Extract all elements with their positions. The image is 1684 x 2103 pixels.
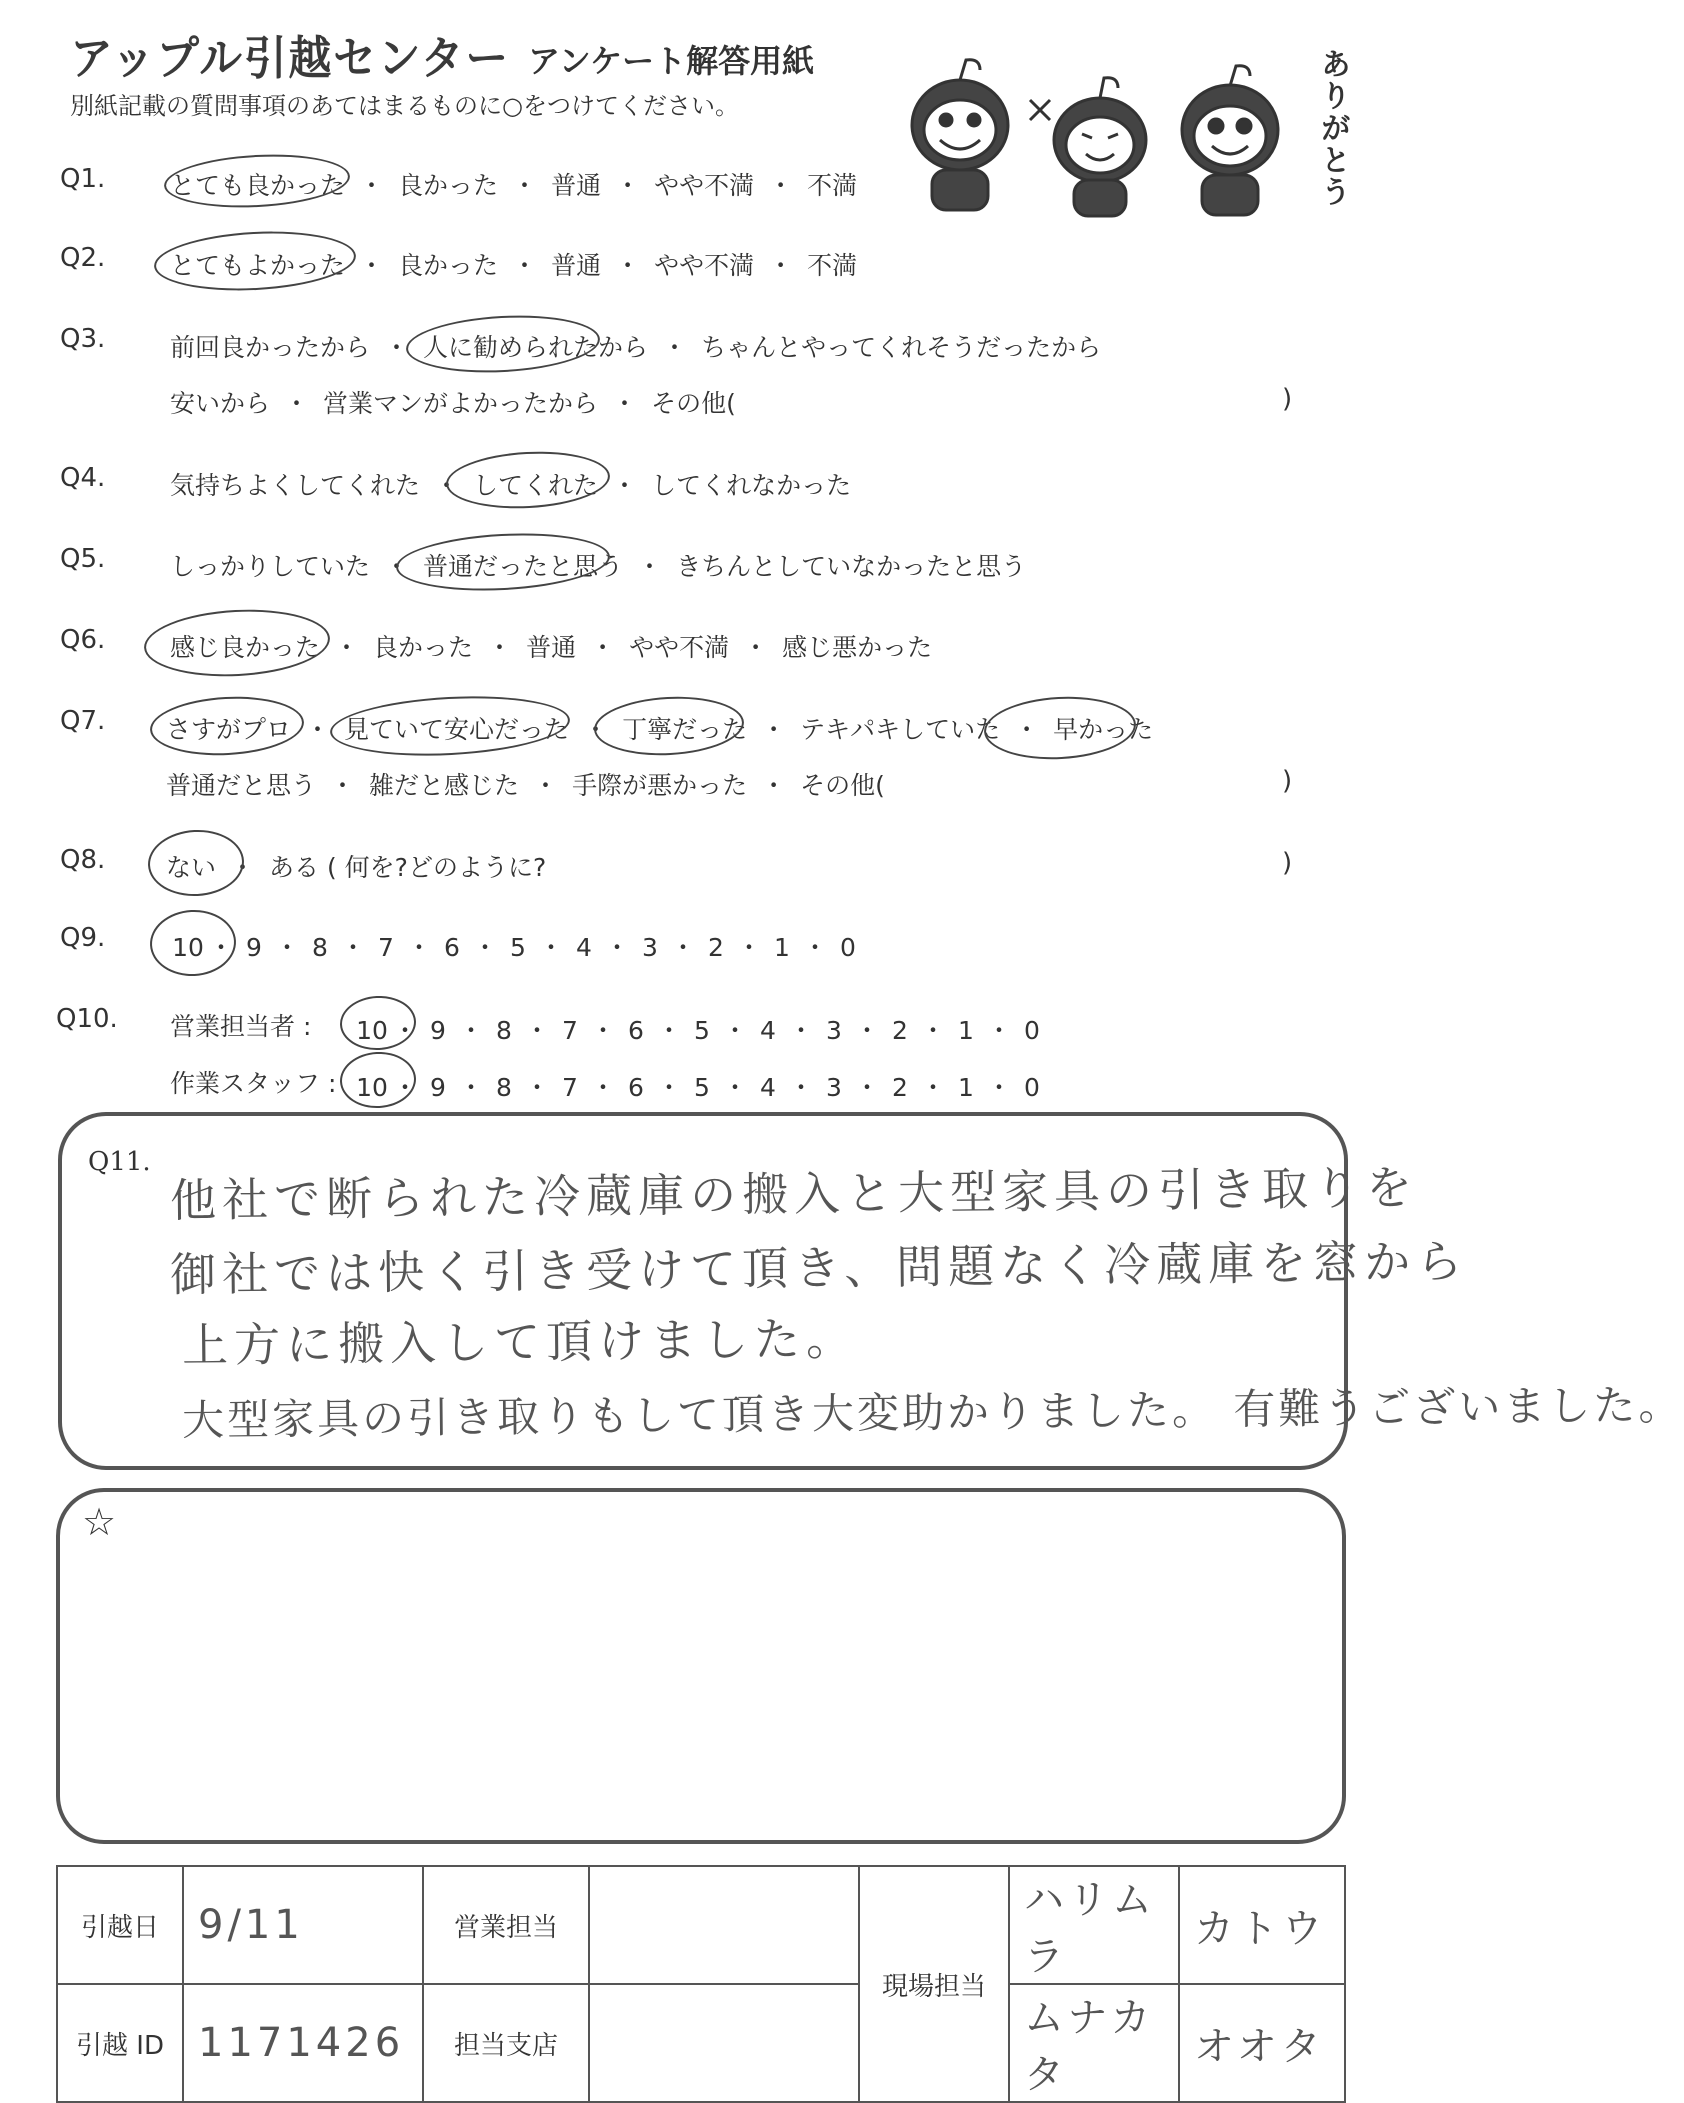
q3-label: Q3.: [60, 324, 106, 354]
q1-options: とても良かった ・ 良かった ・ 普通 ・ やや不満 ・ 不満: [170, 166, 857, 202]
q5-option[interactable]: 普通だったと思う: [423, 552, 624, 581]
q10-staff-score[interactable]: 0: [1024, 1073, 1040, 1102]
brand-name: アップル引越センター: [70, 31, 510, 85]
q10-sales-label: 営業担当者 :: [170, 1012, 312, 1041]
site-staff-name[interactable]: ハリムラ: [1009, 1866, 1179, 1984]
q10-label: Q10.: [56, 1004, 118, 1034]
q8-option[interactable]: ある ( 何を?どのように?: [269, 853, 547, 882]
q8-label: Q8.: [60, 845, 106, 875]
q9-score[interactable]: 3: [642, 933, 658, 962]
q2-option[interactable]: やや不満: [654, 251, 755, 280]
q3-selection-circle: [405, 311, 602, 377]
q8-close-paren: ): [1282, 848, 1293, 878]
q6-selection-circle: [142, 605, 331, 681]
q9-score[interactable]: 1: [774, 933, 790, 962]
form-title: アンケート解答用紙: [528, 42, 815, 80]
q1-option[interactable]: やや不満: [654, 171, 755, 200]
move-date-label: 引越日: [57, 1866, 183, 1984]
q8-selection-circle: [146, 828, 245, 899]
q3-option[interactable]: 営業マンがよかったから: [323, 389, 599, 418]
q9-score[interactable]: 6: [444, 933, 460, 962]
q1-option[interactable]: 良かった: [398, 171, 499, 200]
q8-option[interactable]: ない: [166, 853, 217, 882]
q10-staff-score[interactable]: 7: [562, 1073, 578, 1102]
q7-selection-circle: [149, 693, 306, 759]
q1-selection-circle: [163, 150, 351, 212]
q7-option[interactable]: 丁寧だった: [622, 715, 748, 744]
q1-option[interactable]: 不満: [807, 171, 858, 200]
q3-option[interactable]: 安いから: [170, 389, 271, 418]
q6-option[interactable]: 感じ悪かった: [782, 633, 933, 662]
q3-options-line1: 前回良かったから ・ 人に勧められたから ・ ちゃんとやってくれそうだったから: [170, 328, 1101, 364]
q9-score[interactable]: 0: [840, 933, 856, 962]
branch-value[interactable]: [589, 1984, 859, 2102]
q7-option[interactable]: 普通だと思う: [166, 771, 317, 800]
q10-sales-score[interactable]: 2: [892, 1016, 908, 1045]
q10-staff-score[interactable]: 5: [694, 1073, 710, 1102]
q5-label: Q5.: [60, 544, 106, 574]
q1-option[interactable]: 普通: [551, 171, 602, 200]
q2-label: Q2.: [60, 243, 106, 273]
q10-staff-scale: 10 ・ 9 ・ 8 ・ 7 ・ 6 ・ 5 ・ 4 ・ 3 ・ 2 ・ 1 ・ 0: [354, 1068, 1050, 1104]
move-id-label: 引越 ID: [57, 1984, 183, 2102]
q10-sales-score[interactable]: 6: [628, 1016, 644, 1045]
q7-selection-circle: [329, 691, 572, 761]
q9-score[interactable]: 4: [576, 933, 592, 962]
q7-option[interactable]: 早かった: [1053, 715, 1154, 744]
site-staff-name[interactable]: カトウ: [1179, 1866, 1345, 1984]
free-comment-box[interactable]: [56, 1488, 1346, 1844]
q3-option[interactable]: その他(: [651, 389, 736, 418]
q7-option[interactable]: 見ていて安心だった: [344, 715, 570, 744]
q7-selection-circle: [593, 693, 746, 759]
q10-sales-score[interactable]: 1: [958, 1016, 974, 1045]
q3-option[interactable]: ちゃんとやってくれそうだったから: [701, 333, 1102, 362]
q10-staff-score[interactable]: 8: [496, 1073, 512, 1102]
q7-option[interactable]: 雑だと感じた: [369, 771, 520, 800]
q3-options-line2: 安いから ・ 営業マンがよかったから ・ その他(: [170, 384, 736, 420]
q10-staff-score[interactable]: 4: [760, 1073, 776, 1102]
mascot-3: [1182, 66, 1278, 215]
q11-handwritten-line: 大型家具の引き取りもして頂き大変助かりました。 有難うございました。: [181, 1380, 1684, 1445]
q4-selection-circle: [445, 448, 612, 513]
q5-option[interactable]: きちんとしていなかったと思う: [676, 552, 1027, 581]
q7-option[interactable]: テキパキしていた: [800, 715, 1001, 744]
q2-option[interactable]: 不満: [807, 251, 858, 280]
q5-option[interactable]: しっかりしていた: [170, 552, 371, 581]
q10-staff-score[interactable]: 1: [958, 1073, 974, 1102]
q10-sales-score[interactable]: 10: [356, 1016, 388, 1045]
q4-option[interactable]: してくれた: [473, 471, 599, 500]
q9-selection-circle: [148, 908, 237, 978]
q7-label: Q7.: [60, 706, 106, 736]
q10-sales-score[interactable]: 5: [694, 1016, 710, 1045]
branch-label: 担当支店: [423, 1984, 589, 2102]
q2-selection-circle: [153, 227, 358, 295]
q6-label: Q6.: [60, 625, 106, 655]
q2-option[interactable]: とてもよかった: [170, 251, 346, 280]
q4-label: Q4.: [60, 463, 106, 493]
q7-option[interactable]: 手際が悪かった: [572, 771, 748, 800]
q3-option[interactable]: 前回良かったから: [170, 333, 371, 362]
q6-option[interactable]: 良かった: [373, 633, 474, 662]
q9-scale: 10 ・ 9 ・ 8 ・ 7 ・ 6 ・ 5 ・ 4 ・ 3 ・ 2 ・ 1 ・ 0: [170, 928, 866, 964]
q9-score[interactable]: 2: [708, 933, 724, 962]
q4-option[interactable]: 気持ちよくしてくれた: [170, 471, 421, 500]
q10-sales-score[interactable]: 8: [496, 1016, 512, 1045]
q10-sales-score[interactable]: 9: [430, 1016, 446, 1045]
q11-handwritten-line: 他社で断られた冷蔵庫の搬入と大型家具の引き取りを: [169, 1160, 1419, 1228]
q2-options: とてもよかった ・ 良かった ・ 普通 ・ やや不満 ・ 不満: [170, 246, 857, 282]
q6-option[interactable]: 普通: [526, 633, 577, 662]
q7-options-line1: さすがプロ ・ 見ていて安心だった ・ 丁寧だった ・ テキパキしていた ・ 早かった: [166, 710, 1153, 746]
mascot-1: [912, 60, 1008, 210]
q5-options: しっかりしていた ・ 普通だったと思う ・ きちんとしていなかったと思う: [170, 547, 1026, 583]
q9-score[interactable]: 8: [312, 933, 328, 962]
star-icon: ☆: [82, 1500, 117, 1544]
move-date-value[interactable]: 9/11: [183, 1866, 423, 1984]
q3-option[interactable]: 人に勧められたから: [423, 333, 649, 362]
q1-option[interactable]: とても良かった: [170, 171, 346, 200]
q10-staff-score[interactable]: 10: [356, 1073, 388, 1102]
q6-options: 感じ良かった ・ 良かった ・ 普通 ・ やや不満 ・ 感じ悪かった: [170, 628, 932, 664]
q9-score[interactable]: 7: [378, 933, 394, 962]
q11-handwritten-line: 上方に搬入して頂けました。: [181, 1311, 859, 1373]
q7-option[interactable]: さすがプロ: [166, 715, 292, 744]
q7-selection-circle: [982, 693, 1137, 763]
q1-label: Q1.: [60, 164, 106, 194]
q2-option[interactable]: 普通: [551, 251, 602, 280]
q11-label: Q11.: [88, 1147, 151, 1177]
move-id-value[interactable]: 1171426: [183, 1984, 423, 2102]
q9-score[interactable]: 10: [172, 933, 204, 962]
q9-label: Q9.: [60, 923, 106, 953]
q7-option[interactable]: その他(: [800, 771, 885, 800]
q11-handwritten-line: 御社では快く引き受けて頂き、問題なく冷蔵庫を窓から: [169, 1234, 1469, 1302]
q10-staff-score[interactable]: 2: [892, 1073, 908, 1102]
mascot-thanks-text: ありがとう: [1315, 48, 1350, 208]
q10-staff-score[interactable]: 3: [826, 1073, 842, 1102]
q2-option[interactable]: 良かった: [398, 251, 499, 280]
q10-sales-score[interactable]: 0: [1024, 1016, 1040, 1045]
footer-info-table: [56, 1865, 1346, 2103]
q7-close-paren: ): [1282, 766, 1293, 796]
q10-staff-label: 作業スタッフ :: [170, 1069, 337, 1098]
q4-options: 気持ちよくしてくれた ・ してくれた ・ してくれなかった: [170, 466, 851, 502]
q10-sales-score[interactable]: 7: [562, 1016, 578, 1045]
q5-selection-circle: [395, 528, 612, 595]
q10-staff-score[interactable]: 9: [430, 1073, 446, 1102]
sales-label: 営業担当: [423, 1866, 589, 1984]
q10-sales-score[interactable]: 4: [760, 1016, 776, 1045]
q3-close-paren: ): [1282, 384, 1293, 414]
sales-value[interactable]: [589, 1866, 859, 1984]
q10-sales-scale: 10 ・ 9 ・ 8 ・ 7 ・ 6 ・ 5 ・ 4 ・ 3 ・ 2 ・ 1 ・ 0: [354, 1011, 1050, 1047]
q6-option[interactable]: やや不満: [629, 633, 730, 662]
mascot-2: [1030, 78, 1146, 216]
q9-score[interactable]: 9: [246, 933, 262, 962]
q10-sales-score[interactable]: 3: [826, 1016, 842, 1045]
q9-score[interactable]: 5: [510, 933, 526, 962]
q7-options-line2: 普通だと思う ・ 雑だと感じた ・ 手際が悪かった ・ その他(: [166, 766, 885, 802]
instruction-text: 別紙記載の質問事項のあてはまるものに○をつけてください。: [70, 92, 739, 120]
mascot-illustration: [890, 30, 1360, 220]
site-staff-label: 現場担当: [859, 1866, 1009, 2102]
q10-staff-score[interactable]: 6: [628, 1073, 644, 1102]
q6-option[interactable]: 感じ良かった: [170, 633, 321, 662]
site-staff-name[interactable]: オオタ: [1179, 1984, 1345, 2102]
q4-option[interactable]: してくれなかった: [651, 471, 852, 500]
q8-options: ない ・ ある ( 何を?どのように?: [166, 848, 546, 884]
site-staff-name[interactable]: ムナカタ: [1009, 1984, 1179, 2102]
